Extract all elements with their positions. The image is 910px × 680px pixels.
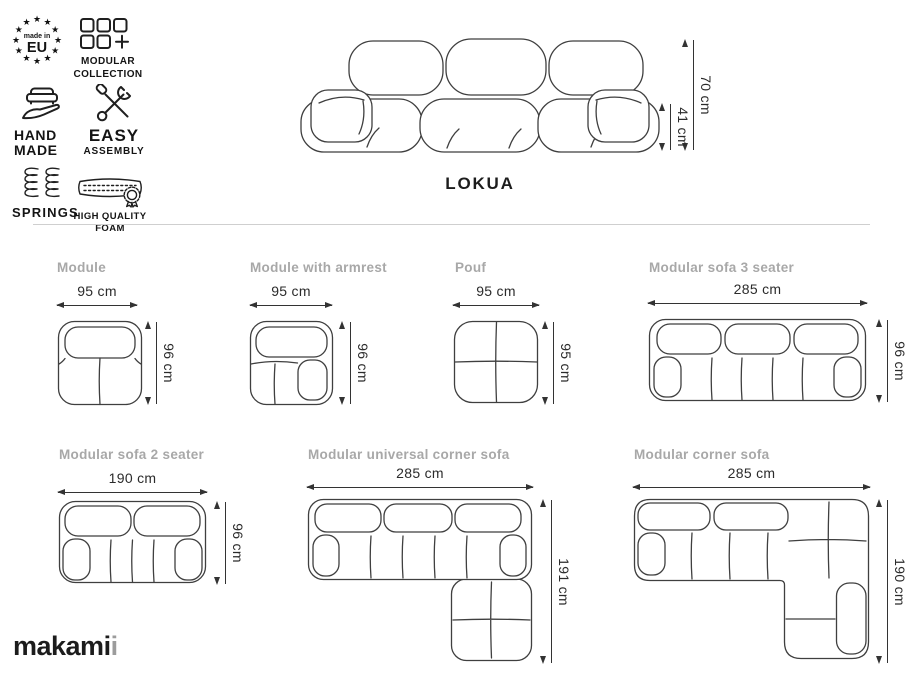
module-armrest-width-dim — [250, 283, 332, 309]
module-armrest-width-label: 95 cm — [271, 283, 311, 299]
svg-text:★: ★ — [53, 36, 63, 46]
coil-springs-icon — [22, 166, 62, 199]
sofa-2-width-label: 190 cm — [108, 470, 157, 486]
corner-width-label: 285 cm — [727, 465, 776, 481]
corner-universal-width-dim — [307, 465, 533, 491]
corner-universal-width-label: 285 cm — [396, 465, 444, 481]
foam-label-1: HIGH QUALITY — [73, 211, 147, 222]
module-armrest-height-label: 96 cm — [355, 343, 371, 383]
module-height-dim — [150, 322, 177, 404]
crossed-tools-icon — [95, 84, 133, 122]
hero-seat-height-dim — [664, 104, 691, 150]
pouf-height-dim — [547, 322, 574, 404]
easy-label: EASY — [88, 126, 140, 145]
module-height-label: 96 cm — [161, 343, 177, 383]
made-in-label: made in — [23, 33, 51, 40]
svg-text:★: ★ — [32, 57, 42, 67]
eu-stars-icon — [10, 13, 64, 67]
module-armrest-top-view-figure — [249, 320, 334, 406]
eu-label: EU — [26, 40, 48, 56]
svg-text:★: ★ — [11, 36, 21, 46]
sofa-on-hand-icon — [19, 86, 65, 122]
section-divider — [33, 224, 870, 225]
brand-logo-main: makami — [13, 631, 111, 661]
modular-grid-icon — [79, 17, 137, 51]
sofa-2-top-view-figure — [58, 500, 207, 584]
module-armrest-height-dim — [344, 322, 371, 404]
sofa-3-width-label: 285 cm — [733, 281, 782, 297]
corner-universal-height-label: 191 cm — [556, 557, 572, 606]
assembly-label: ASSEMBLY — [83, 146, 145, 157]
corner-top-view-figure — [633, 498, 870, 663]
brand-logo — [13, 631, 118, 662]
badge-modular-collection — [70, 17, 146, 81]
diagram-title-sofa-3: Modular sofa 3 seater — [649, 260, 795, 275]
diagram-title-pouf: Pouf — [455, 260, 487, 275]
svg-text:★: ★ — [22, 54, 31, 64]
corner-universal-top-view-figure — [307, 498, 533, 663]
module-top-view-figure — [57, 320, 143, 406]
hero-total-height-label: 70 cm — [698, 75, 714, 115]
svg-text:★: ★ — [32, 15, 42, 25]
svg-text:★: ★ — [14, 46, 23, 57]
sofa-3-height-dim — [881, 320, 908, 402]
svg-text:★: ★ — [14, 25, 23, 36]
svg-text:★: ★ — [22, 18, 31, 28]
hero-sofa-front-view-figure — [295, 35, 665, 153]
svg-text:★: ★ — [43, 54, 52, 64]
pouf-width-dim — [453, 283, 539, 309]
corner-universal-height-dim — [545, 500, 572, 663]
sofa-2-width-dim — [58, 470, 207, 496]
corner-height-label: 190 cm — [892, 557, 908, 606]
sofa-3-top-view-figure — [648, 318, 867, 402]
pouf-height-label: 95 cm — [558, 343, 574, 383]
badge-hand-made — [14, 86, 70, 159]
diagram-title-module: Module — [57, 260, 107, 275]
svg-text:★: ★ — [51, 25, 60, 36]
foam-mattress-badge-icon — [75, 172, 145, 208]
diagram-title-module-armrest: Module with armrest — [250, 260, 387, 275]
foam-label-2: FOAM — [95, 222, 125, 234]
sofa-2-height-dim — [219, 502, 246, 584]
brand-logo-accent: i — [110, 631, 118, 661]
pouf-width-label: 95 cm — [476, 283, 516, 299]
modular-collection-label-2: COLLECTION — [73, 68, 143, 80]
badge-high-quality-foam — [72, 172, 148, 235]
badge-made-in-eu — [10, 13, 64, 67]
hero-seat-height-label: 41 cm — [675, 107, 691, 147]
product-title: LOKUA — [445, 174, 515, 193]
badge-springs — [12, 166, 79, 220]
module-width-dim — [57, 283, 137, 309]
corner-width-dim — [633, 465, 870, 491]
diagram-title-sofa-2: Modular sofa 2 seater — [59, 447, 205, 462]
sofa-2-height-label: 96 cm — [230, 523, 246, 563]
badge-easy-assembly — [82, 84, 146, 157]
diagram-title-corner: Modular corner sofa — [634, 447, 770, 462]
sofa-3-height-label: 96 cm — [892, 341, 908, 381]
pouf-top-view-figure — [453, 320, 539, 404]
sofa-3-width-dim — [648, 281, 867, 307]
springs-label: SPRINGS — [12, 205, 79, 220]
module-width-label: 95 cm — [77, 283, 117, 299]
corner-height-dim — [881, 500, 908, 663]
hand-made-label-1: HAND — [14, 127, 57, 143]
svg-text:★: ★ — [43, 18, 52, 28]
svg-text:★: ★ — [51, 46, 60, 57]
modular-collection-label-1: MODULAR — [81, 56, 135, 67]
hand-made-label-2: MADE — [14, 142, 58, 159]
diagram-title-corner-universal: Modular universal corner sofa — [308, 447, 510, 462]
